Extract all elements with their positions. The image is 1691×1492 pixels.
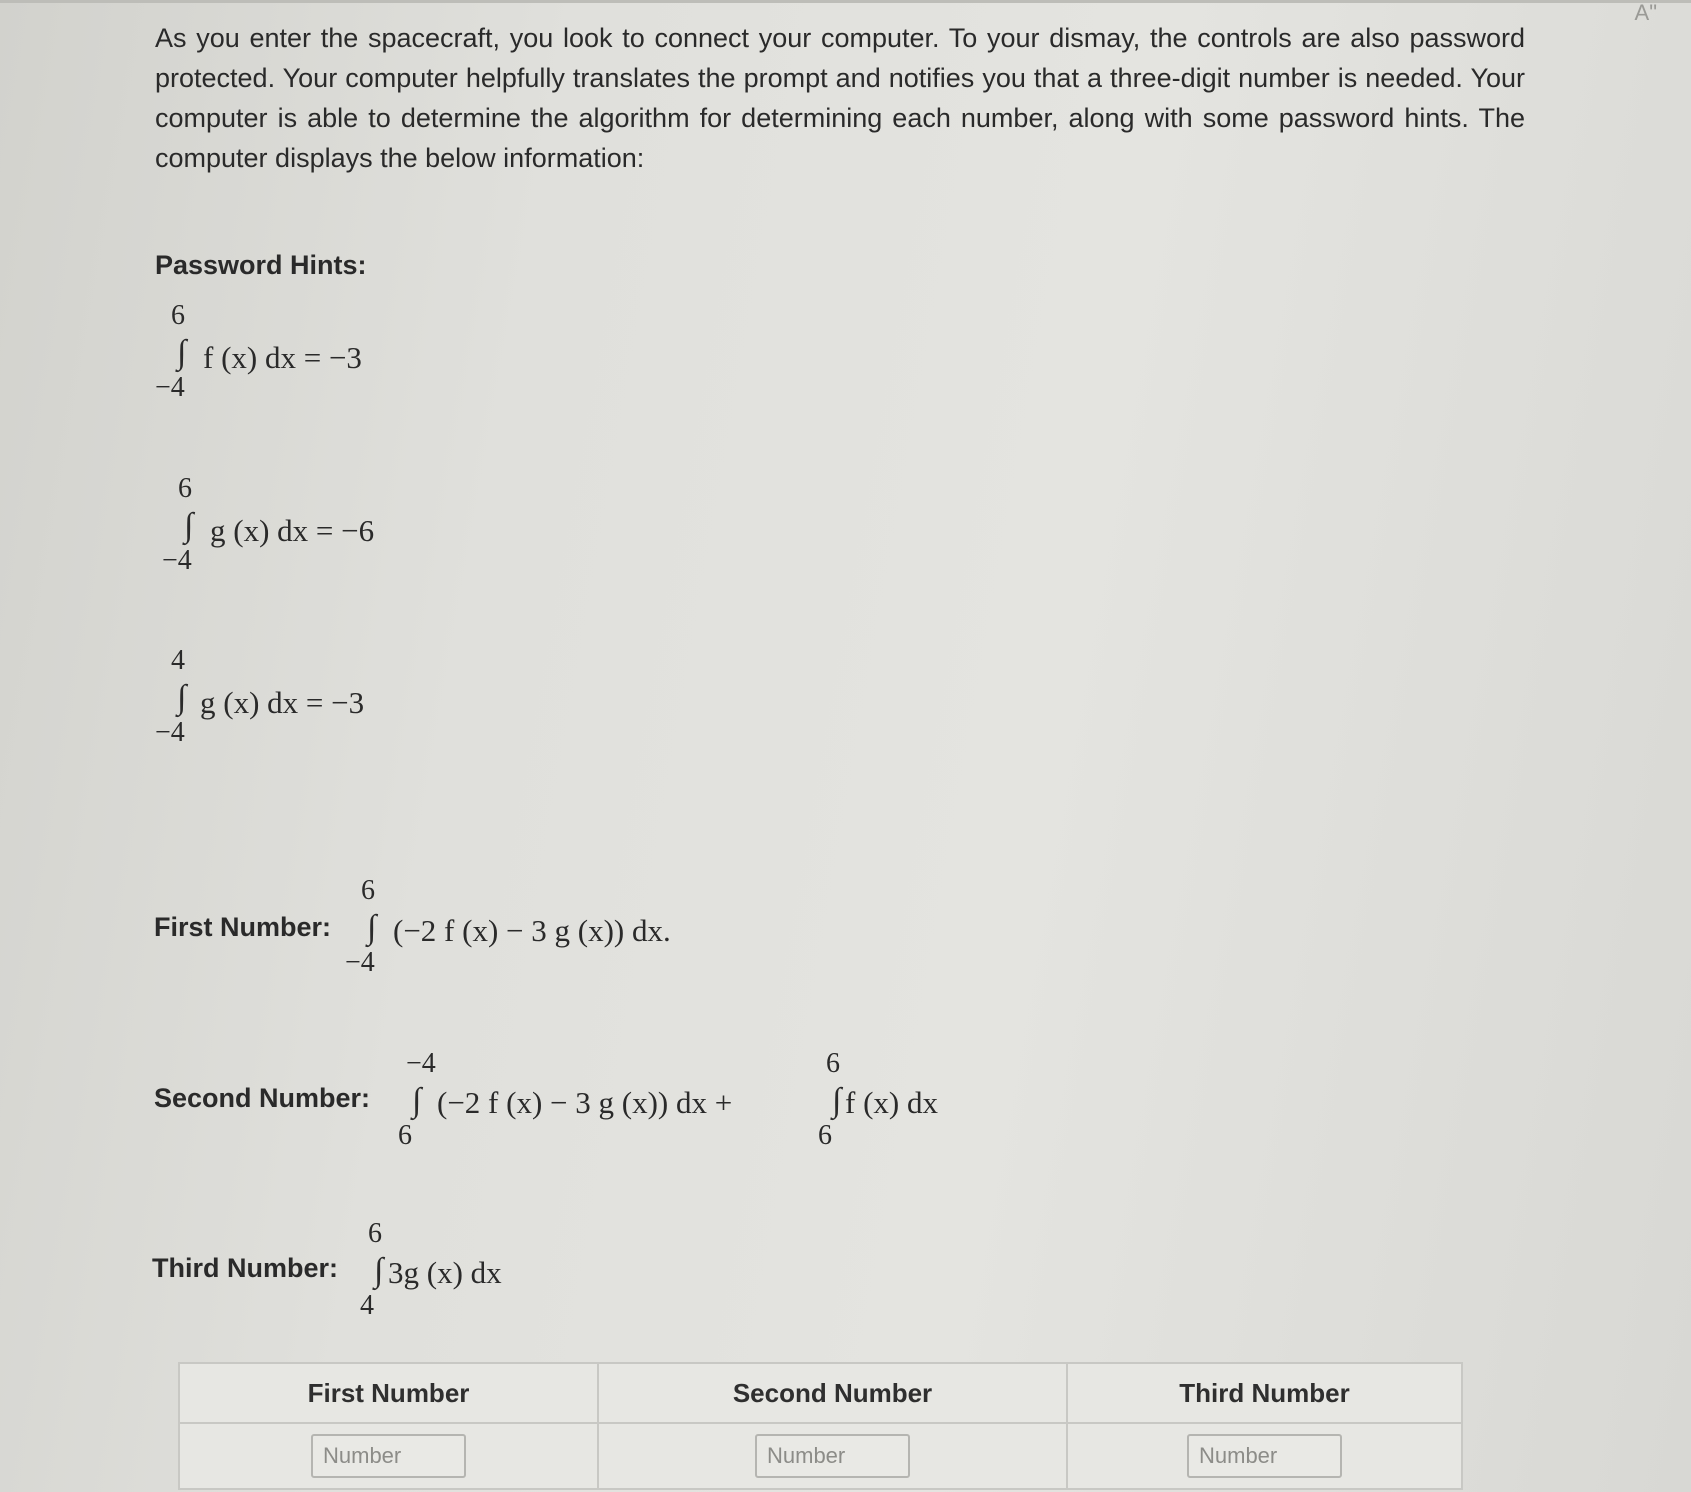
second-number-label: Second Number:	[154, 1083, 371, 1113]
intro-paragraph: As you enter the spacecraft, you look to connect your computer. To your dismay, the controls are also password protected. Your computer helpfully translates the prompt and notifies you that a three-digit number is needed. Your computer is able to determine the algorithm for determining each number, along with some password hints. The computer displays the below information:	[155, 23, 1525, 173]
third-number-expression: 3g (x) dx	[388, 1255, 502, 1290]
third-number-input[interactable]	[1187, 1434, 1342, 1478]
second-number-input[interactable]	[755, 1434, 910, 1478]
integral-hint-2: 6 ∫ −4	[162, 473, 194, 576]
cell-first-number	[179, 1423, 598, 1489]
integral-first-number: 6 ∫ −4	[345, 875, 377, 978]
answer-table	[178, 1362, 1463, 1490]
cell-second-number	[598, 1423, 1067, 1489]
first-number-input[interactable]	[311, 1434, 466, 1478]
second-number-expression-a: (−2 f (x) − 3 g (x)) dx +	[437, 1085, 733, 1120]
hint-2-expression: g (x) dx = −6	[210, 513, 375, 548]
integral-hint-3: 4 ∫ −4	[155, 645, 187, 748]
answer-table-input-row	[179, 1423, 1462, 1489]
integral-second-number-a: −4 ∫ 6	[398, 1048, 436, 1151]
second-number-expression-b: f (x) dx	[845, 1085, 938, 1120]
hint-3-expression: g (x) dx = −3	[200, 685, 365, 720]
header-second-number: Second Number	[598, 1363, 1067, 1423]
corner-mark: A"	[1634, 0, 1657, 25]
header-third-number: Third Number	[1067, 1363, 1462, 1423]
integral-hint-1: 6 ∫ −4	[155, 300, 187, 403]
answer-table-header-row	[179, 1363, 1462, 1423]
third-number-label: Third Number:	[152, 1253, 338, 1283]
top-border	[0, 0, 1691, 3]
first-number-label: First Number:	[154, 912, 332, 942]
hint-1-expression: f (x) dx = −3	[203, 340, 362, 375]
header-first-number: First Number	[179, 1363, 598, 1423]
integral-third-number: 6 ∫ 4	[360, 1218, 384, 1321]
hints-title: Password Hints:	[155, 250, 367, 280]
integral-second-number-b: 6 ∫ 6	[818, 1048, 842, 1151]
cell-third-number	[1067, 1423, 1462, 1489]
first-number-expression: (−2 f (x) − 3 g (x)) dx.	[393, 913, 671, 948]
